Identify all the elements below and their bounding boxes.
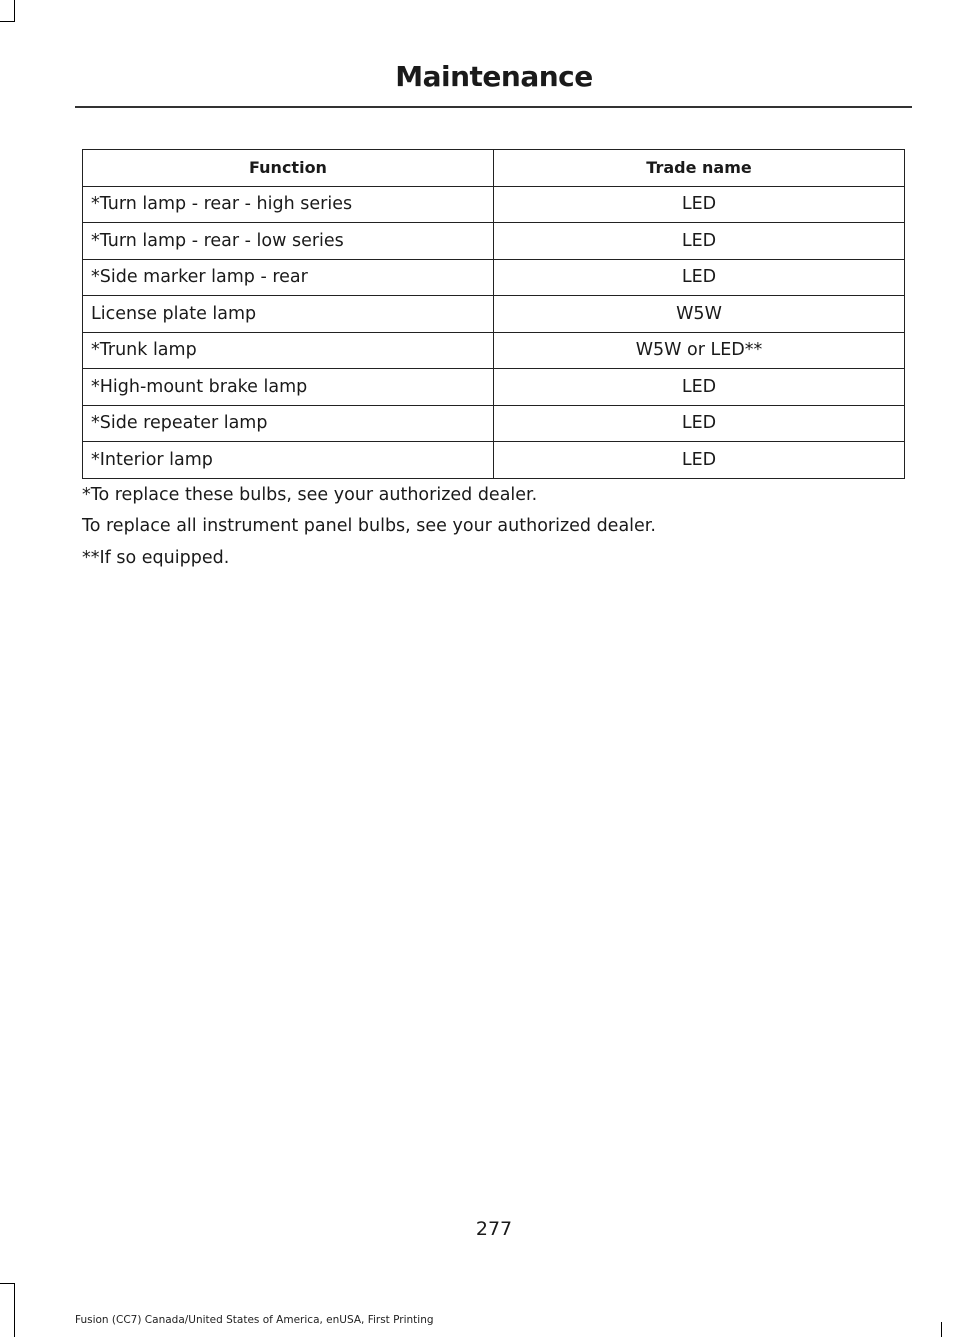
cell-function: *Side marker lamp - rear bbox=[83, 259, 494, 296]
crop-mark-bottom-left-vertical bbox=[14, 1283, 15, 1337]
cell-trade-name: LED bbox=[494, 259, 905, 296]
table-row bbox=[83, 332, 905, 369]
table-row bbox=[83, 369, 905, 406]
table-header-row bbox=[83, 150, 905, 187]
table-row bbox=[83, 186, 905, 223]
cell-function: *Interior lamp bbox=[83, 442, 494, 479]
table-row bbox=[83, 296, 905, 333]
cell-function: *Turn lamp - rear - high series bbox=[83, 186, 494, 223]
crop-mark-bottom-right bbox=[941, 1322, 942, 1337]
cell-function: *Side repeater lamp bbox=[83, 405, 494, 442]
cell-trade-name: LED bbox=[494, 186, 905, 223]
cell-trade-name: W5W bbox=[494, 296, 905, 333]
crop-mark-top-left-horizontal bbox=[0, 21, 15, 22]
note-if-equipped: **If so equipped. bbox=[82, 548, 230, 568]
crop-mark-bottom-left-horizontal bbox=[0, 1283, 15, 1284]
page-number: 277 bbox=[475, 1218, 513, 1240]
bulb-table bbox=[82, 149, 905, 479]
cell-function: *Trunk lamp bbox=[83, 332, 494, 369]
crop-mark-top-left-vertical bbox=[14, 0, 15, 22]
column-header-trade-name: Trade name bbox=[494, 150, 905, 187]
cell-function: *Turn lamp - rear - low series bbox=[83, 223, 494, 260]
column-header-function: Function bbox=[83, 150, 494, 187]
table-row bbox=[83, 405, 905, 442]
table-row bbox=[83, 223, 905, 260]
cell-trade-name: LED bbox=[494, 223, 905, 260]
cell-trade-name: LED bbox=[494, 369, 905, 406]
cell-function: License plate lamp bbox=[83, 296, 494, 333]
cell-trade-name: LED bbox=[494, 405, 905, 442]
cell-function: *High-mount brake lamp bbox=[83, 369, 494, 406]
note-instrument-panel: To replace all instrument panel bulbs, see your authorized dealer. bbox=[82, 516, 656, 536]
header-rule bbox=[75, 106, 912, 108]
cell-trade-name: W5W or LED** bbox=[494, 332, 905, 369]
page-title: Maintenance bbox=[395, 60, 593, 93]
table-row bbox=[83, 442, 905, 479]
cell-trade-name: LED bbox=[494, 442, 905, 479]
footer-text: Fusion (CC7) Canada/United States of America, enUSA, First Printing bbox=[75, 1314, 434, 1326]
note-dealer-replacement: *To replace these bulbs, see your authorized dealer. bbox=[82, 485, 538, 505]
table-row bbox=[83, 259, 905, 296]
